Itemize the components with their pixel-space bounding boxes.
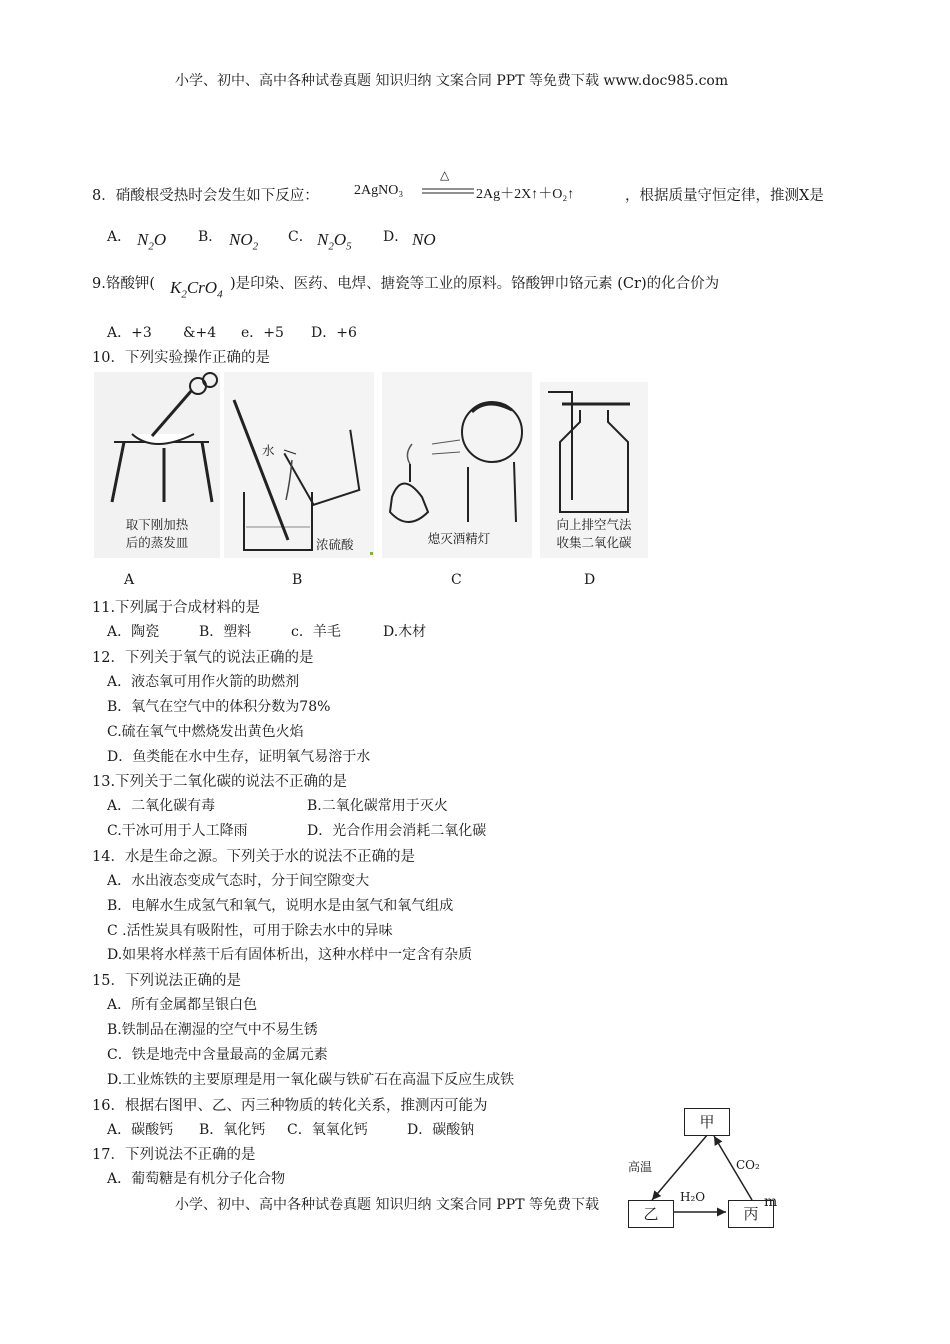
q10-figure-a [94, 372, 220, 558]
q12-option-d: D．鱼类能在水中生存，证明氧气易溶于水 [107, 749, 371, 765]
question-8-stem: 8．硝酸根受热时会发生如下反应： [92, 188, 319, 204]
q16-edge-co2: CO₂ [736, 1158, 760, 1172]
page-header: 小学、初中、高中各种试卷真题 知识归纳 文案合同 PPT 等免费下载 www.doc985.com [175, 73, 729, 89]
question-12-stem: 12．下列关于氧气的说法正确的是 [92, 650, 314, 666]
q8-eq-equals-sign [422, 188, 474, 196]
q10-letter-c: C [451, 572, 462, 588]
q9-options [107, 322, 357, 342]
q11-option-b: B．塑料 [199, 624, 252, 640]
q12-option-b: B．氧气在空气中的体积分数为78% [107, 699, 331, 715]
question-9-stem-a: 9.铬酸钾( [92, 276, 155, 292]
q13-option-c: C.干冰可用于人工降雨 [107, 823, 248, 839]
q16-conversion-diagram [624, 1108, 780, 1232]
q16-options [107, 1119, 474, 1139]
question-15-stem: 15．下列说法正确的是 [92, 973, 241, 989]
q8-equation [354, 168, 622, 204]
q11-option-c: c．羊毛 [291, 624, 341, 640]
q14-option-d: D.如果将水样蒸干后有固体析出，这种水样中一定含有杂质 [107, 947, 473, 963]
q14-option-a: A．水出液态变成气态时，分于间空隙变大 [107, 873, 370, 889]
q13-option-b: B.二氧化碳常用于灭火 [307, 798, 448, 814]
q8-eq-right: 2Ag＋2X↑＋O₂↑ [476, 187, 575, 202]
q17-option-a: A．葡萄糖是有机分子化合物 [107, 1171, 286, 1187]
q15-option-a: A．所有金属都呈银白色 [107, 997, 258, 1013]
q16-option-d: D．碳酸钠 [407, 1122, 475, 1138]
q10-figure-d [540, 382, 648, 558]
q12-option-c: C.硫在氧气中燃烧发出黄色火焰 [107, 724, 304, 740]
q16-node-yi: 乙 [628, 1200, 674, 1228]
question-9-stem-b: )是印染、医药、电焊、搪瓷等工业的原料。铬酸钾巾铬元素 (Cr)的化合价为 [230, 276, 720, 292]
stray-dot [370, 552, 373, 555]
q9-option-c: e．+5 [241, 325, 284, 341]
beaker-pouring-illustration [224, 372, 374, 558]
q13-option-d: D．光合作用会消耗二氧化碳 [307, 823, 487, 839]
page-footer: 小学、初中、高中各种试卷真题 知识归纳 文案合同 PPT 等免费下载 [175, 1197, 599, 1213]
q8-option-c-formula: $N_2O_5$ [317, 230, 352, 253]
q14-option-c: C .活性炭具有吸附性，可用于除去水中的异味 [107, 923, 393, 939]
q15-option-c: C．铁是地壳中含量最高的金属元素 [107, 1047, 328, 1063]
q16-node-jia: 甲 [684, 1108, 730, 1136]
q8-option-d-key: D． [383, 229, 409, 245]
q16-node-bing: 丙 [728, 1200, 774, 1228]
q8-option-c-key: C． [288, 229, 313, 245]
q13-option-a: A．二氧化碳有毒 [107, 798, 216, 814]
page-footer-tail: m [764, 1194, 778, 1210]
q8-option-a-formula: $N_2O$ [137, 230, 167, 253]
question-14-stem: 14．水是生命之源。下列关于水的说法不正确的是 [92, 849, 415, 865]
q10-fig-d-caption: 向上排空气法 收集二氧化碳 [556, 517, 632, 550]
q10-letter-b: B [292, 572, 303, 588]
q11-option-d: D.木材 [383, 624, 427, 640]
q10-fig-a-caption: 取下刚加热 后的蒸发皿 [125, 517, 189, 550]
q10-letter-d: D [584, 572, 596, 588]
question-16-stem: 16．根据右图甲、乙、丙三种物质的转化关系，推测丙可能为 [92, 1098, 488, 1114]
q11-option-a: A．陶瓷 [107, 624, 160, 640]
q9-option-a: A．+3 [107, 325, 152, 341]
q16-option-a: A．碳酸钙 [107, 1122, 174, 1138]
q10-figure-c [382, 372, 532, 558]
q16-edge-high-temp: 高温 [628, 1160, 653, 1174]
q8-eq-condition: △ [440, 168, 450, 182]
q10-fig-c-caption: 熄灭酒精灯 [427, 531, 491, 546]
q8-option-d-formula: NO [412, 230, 436, 249]
q9-option-b: &+4 [183, 325, 217, 341]
q14-option-b: B．电解水生成氢气和氧气，说明水是由氢气和氧气组成 [107, 898, 454, 914]
q15-option-b: B.铁制品在潮湿的空气中不易生锈 [107, 1022, 318, 1038]
question-17-stem: 17．下列说法不正确的是 [92, 1147, 256, 1163]
q16-option-b: B．氧化钙 [199, 1122, 266, 1138]
q11-options [107, 621, 426, 641]
q10-figure-b [224, 372, 374, 558]
q16-edge-h2o: H₂O [680, 1190, 706, 1204]
q10-fig-b-water-label: 水 [262, 443, 275, 458]
q16-option-c: C．氧氧化钙 [287, 1122, 368, 1138]
question-11-stem: 11.下列属于合成材料的是 [92, 600, 261, 616]
q9-option-d: D．+6 [311, 325, 357, 341]
q10-fig-b-caption: 浓硫酸 [316, 537, 354, 552]
q10-letter-a: A [124, 572, 135, 588]
q8-option-b-key: B． [198, 229, 223, 245]
q8-eq-left: 2AgNO₃ [354, 183, 404, 198]
question-8-tail: ，根据质量守恒定律，推测X是 [625, 188, 824, 204]
q12-option-a: A．液态氧可用作火箭的助燃剂 [107, 674, 300, 690]
q15-option-d: D.工业炼铁的主要原理是用一氧化碳与铁矿石在高温下反应生成铁 [107, 1072, 515, 1088]
q8-option-b-formula: $NO_2$ [229, 230, 259, 253]
question-13-stem: 13.下列关于二氧化碳的说法不正确的是 [92, 774, 348, 790]
q9-formula: $K_2CrO_4$ [170, 278, 223, 301]
q8-option-a-key: A． [107, 229, 132, 245]
question-10-stem: 10．下列实验操作正确的是 [92, 350, 270, 366]
